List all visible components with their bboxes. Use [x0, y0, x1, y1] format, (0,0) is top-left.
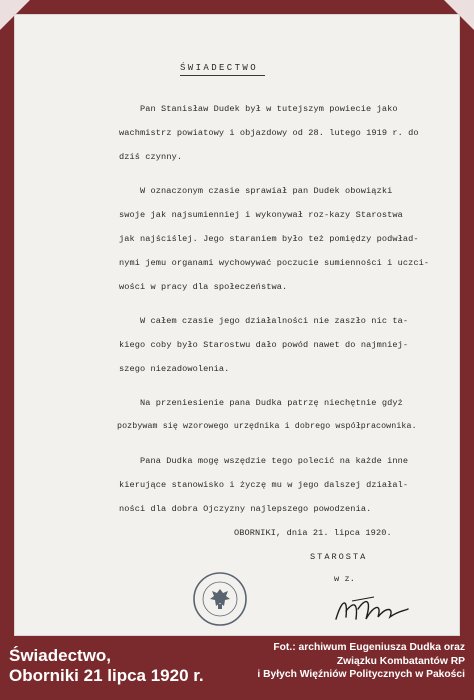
document-photo — [14, 14, 460, 636]
text-line: Pana Dudka mogę wszędzie tego polecić na każde inne — [140, 456, 409, 466]
text-line: W całem czasie jego działalności nie zaszło nic ta- — [140, 316, 409, 326]
photo-credit-line: i Byłych Więźniów Politycznych w Pakości — [257, 669, 465, 681]
document-title: ŚWIADECTWO — [180, 63, 259, 73]
text-line: W oznaczonym czasie sprawiał pan Dudek obowiązki — [140, 186, 393, 196]
signatory-title: STAROSTA — [310, 552, 368, 562]
photo-credit-line: Związku Kombatantów RP — [336, 655, 465, 667]
text-line: swoje jak najsumienniej i wykonywał roz-kazy Starostwa — [119, 210, 403, 220]
photo-credit — [257, 641, 465, 682]
official-stamp — [192, 571, 248, 627]
caption-title-line: Świadectwo, — [9, 646, 112, 665]
eagle-emblem — [210, 589, 230, 609]
caption-title — [9, 646, 204, 686]
title-underline — [180, 75, 265, 76]
text-line: kiego coby było Starostwu dało powód nawet do najmniej- — [119, 340, 409, 350]
certificate-document — [14, 14, 460, 636]
photo-credit-line: Fot.: archiwum Eugeniusza Dudka oraz — [273, 642, 465, 653]
signatory-wz: w z. — [334, 574, 356, 584]
text-line: dziś czynny. — [119, 152, 183, 162]
text-line: jak najściślej. Jego staraniem było też pomiędzy podwład- — [119, 234, 419, 244]
signature — [332, 589, 412, 629]
caption-title-line: Oborniki 21 lipca 1920 r. — [9, 666, 204, 685]
text-line: kierujące stanowisko i życzę mu w jego dalszej działal- — [119, 480, 409, 490]
text-line: szego niezadowolenia. — [119, 364, 230, 374]
text-line: ności dla dobra Ojczyzny najlepszego powodzenia. — [119, 504, 372, 514]
text-line: Na przeniesienie pana Dudka patrzę niechętnie gdyż — [140, 398, 403, 408]
text-line: wachmistrz powiatowy i objazdowy od 28. lutego 1919 r. do — [119, 128, 419, 138]
place-date-line: OBORNIKI, dnia 21. lipca 1920. — [234, 528, 392, 538]
text-line: nymi jemu organami wychowywać poczucie sumienności i uczci- — [119, 258, 430, 268]
text-line: Pan Stanisław Dudek był w tutejszym powiecie jako — [140, 104, 398, 114]
text-line: wości w pracy dla społeczeństwa. — [119, 282, 288, 292]
text-line: pozbywam się wzorowego urzędnika i dobrego współpracownika. — [117, 422, 417, 431]
